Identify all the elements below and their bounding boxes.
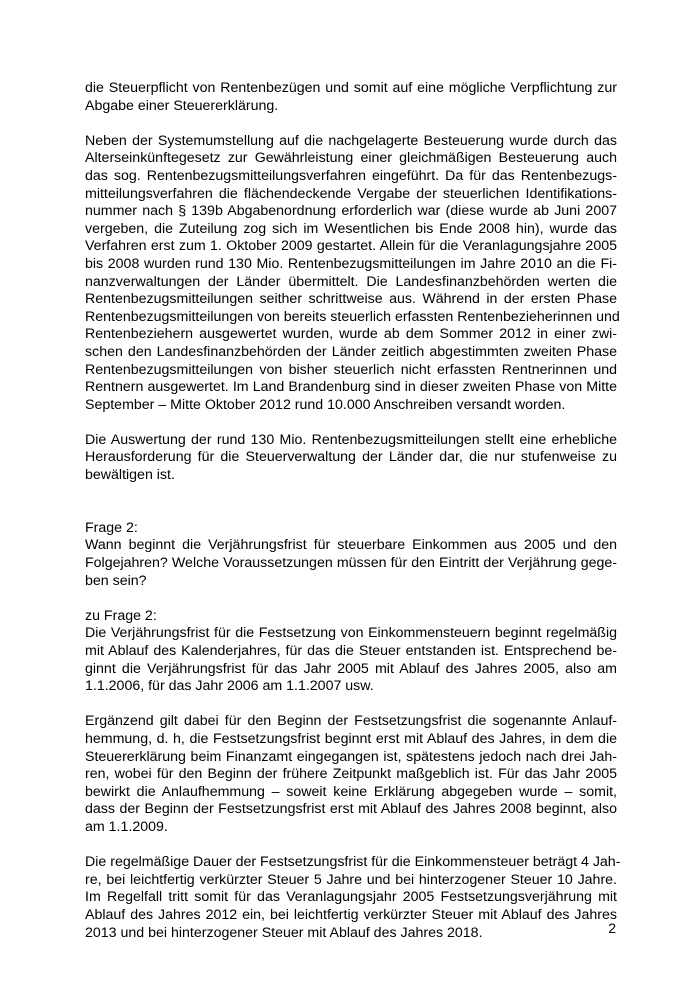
document-page <box>85 80 621 942</box>
paragraph-system-change <box>85 132 620 415</box>
text-line: Verfahren erst zum 1. Oktober 2009 gestartet. Allein für die Veranlagungsjahre 2005 <box>85 238 617 255</box>
paragraph-gap <box>85 115 617 133</box>
text-line: hemmung, d. h, die Festsetzungsfrist beginnt erst mit Ablauf des Jahres, in dem die <box>85 730 617 747</box>
text-line: Rentenbezugsmitteilungen von bereits steuerlich erfassten Rentenbezieherinnen und <box>85 308 620 325</box>
page-number: 2 <box>608 920 616 936</box>
text-line: 1.1.2006, für das Jahr 2006 am 1.1.2007 usw. <box>85 678 374 695</box>
text-line: September – Mitte Oktober 2012 rund 10.000 Anschreiben versandt worden. <box>85 396 566 413</box>
text-line: mit Ablauf des Kalenderjahres, für das die Steuer entstanden ist. Entsprechend be- <box>85 643 617 659</box>
answer-label: zu Frage 2: <box>85 607 157 624</box>
text-line: bis 2008 wurden rund 130 Mio. Rentenbezugsmitteilungen im Jahre 2010 an die Fi- <box>85 255 617 272</box>
paragraph-gap <box>85 414 617 432</box>
text-line: bewirkt die Anlaufhemmung – soweit keine Erklärung abgegeben wurde – somit, <box>85 783 617 800</box>
text-line: Wann beginnt die Verjährungsfrist für steuerbare Einkommen aus 2005 und den <box>85 537 617 554</box>
text-line: ren, wobei für den Beginn der frühere Zeitpunkt maßgeblich ist. Für das Jahr 2005 <box>85 766 617 783</box>
text-line: Herausforderung für die Steuerverwaltung der Länder dar, die nur stufenweise zu <box>85 449 617 466</box>
text-line: das sog. Rentenbezugsmitteilungsverfahren eingeführt. Da für das Rentenbezugs- <box>85 167 617 184</box>
text-line: Ablauf des Jahres 2012 ein, bei leichtfertig verkürzter Steuer mit Ablauf des Jahres <box>85 906 617 923</box>
question-label: Frage 2: <box>85 519 138 536</box>
text-line: Rentenbezugsmitteilungen von bisher steuerlich nicht erfassten Rentnerinnen und <box>85 361 617 378</box>
question-2 <box>85 520 617 590</box>
text-line: Steuererklärung beim Finanzamt eingegangen ist, spätestens jedoch nach drei Jah- <box>85 748 617 765</box>
text-line: die Steuerpflicht von Rentenbezügen und somit auf eine mögliche Verpflichtung zur <box>85 80 617 96</box>
text-line: Im Regelfall tritt somit für das Veranlagungsjahr 2005 Festsetzungsverjährung mit <box>85 889 617 906</box>
text-line: Abgabe einer Steuererklärung. <box>85 97 279 114</box>
text-line: Die Verjährungsfrist für die Festsetzung von Einkommensteuern beginnt regelmäßig <box>85 625 617 642</box>
text-line: bewältigen ist. <box>85 467 175 484</box>
text-line: Die Auswertung der rund 130 Mio. Rentenbezugsmitteilungen stellt eine erhebliche <box>85 431 617 448</box>
paragraph-gap <box>85 837 617 855</box>
text-line: vergeben, die Zuteilung zog sich im Wesentlichen bis Ende 2008 hin), wurde das <box>85 220 617 237</box>
text-line: Alterseinkünftegesetz zur Gewährleistung einer gleichmäßigen Besteuerung auch <box>85 150 617 167</box>
section-gap <box>85 485 617 520</box>
answer-2-paragraph-1 <box>85 608 617 696</box>
text-line: am 1.1.2009. <box>85 818 168 835</box>
text-line: Rentenbeziehern ausgewertet wurden, wurde ab dem Sommer 2012 in einer zwi- <box>85 326 617 343</box>
answer-2-paragraph-2 <box>85 713 617 836</box>
answer-2-paragraph-3 <box>85 854 621 942</box>
text-line: ben sein? <box>85 572 147 589</box>
text-line: Ergänzend gilt dabei für den Beginn der Festsetzungsfrist die sogenannte Anlauf- <box>85 713 617 730</box>
text-line: Rentenbezugsmitteilungen seither schrittweise aus. Während in der ersten Phase <box>85 291 617 308</box>
text-line: Neben der Systemumstellung auf die nachgelagerte Besteuerung wurde durch das <box>85 132 617 149</box>
paragraph-tax-obligation <box>85 80 617 115</box>
text-line: mitteilungsverfahren die flächendeckende Vergabe der steuerlichen Identifikations- <box>85 185 617 202</box>
text-line: Rentnern ausgewertet. Im Land Brandenburg sind in dieser zweiten Phase von Mitte <box>85 379 617 396</box>
text-line: dass der Beginn der Festsetzungsfrist erst mit Ablauf des Jahres 2008 beginnt, also <box>85 801 617 818</box>
text-line: Die regelmäßige Dauer der Festsetzungsfrist für die Einkommensteuer beträgt 4 Jah- <box>85 854 621 871</box>
text-line: schen den Landesfinanzbehörden der Länder zeitlich abgestimmten zweiten Phase <box>85 343 617 360</box>
paragraph-gap <box>85 696 617 714</box>
paragraph-evaluation <box>85 432 617 485</box>
text-line: nummer nach § 139b Abgabenordnung erforderlich war (diese wurde ab Juni 2007 <box>85 203 617 220</box>
text-line: ginnt die Verjährungsfrist für das Jahr 2005 mit Ablauf des Jahres 2005, also am <box>85 660 617 677</box>
paragraph-gap <box>85 590 617 608</box>
text-line: Folgejahren? Welche Voraussetzungen müssen für den Eintritt der Verjährung gege- <box>85 555 617 572</box>
text-line: nanzverwaltungen der Länder übermittelt. Die Landesfinanzbehörden werten die <box>85 273 617 290</box>
text-line: 2013 und bei hinterzogener Steuer mit Ablauf des Jahres 2018. <box>85 924 483 941</box>
text-line: re, bei leichtfertig verkürzter Steuer 5 Jahre und bei hinterzogener Steuer 10 Jahre. <box>85 871 617 888</box>
